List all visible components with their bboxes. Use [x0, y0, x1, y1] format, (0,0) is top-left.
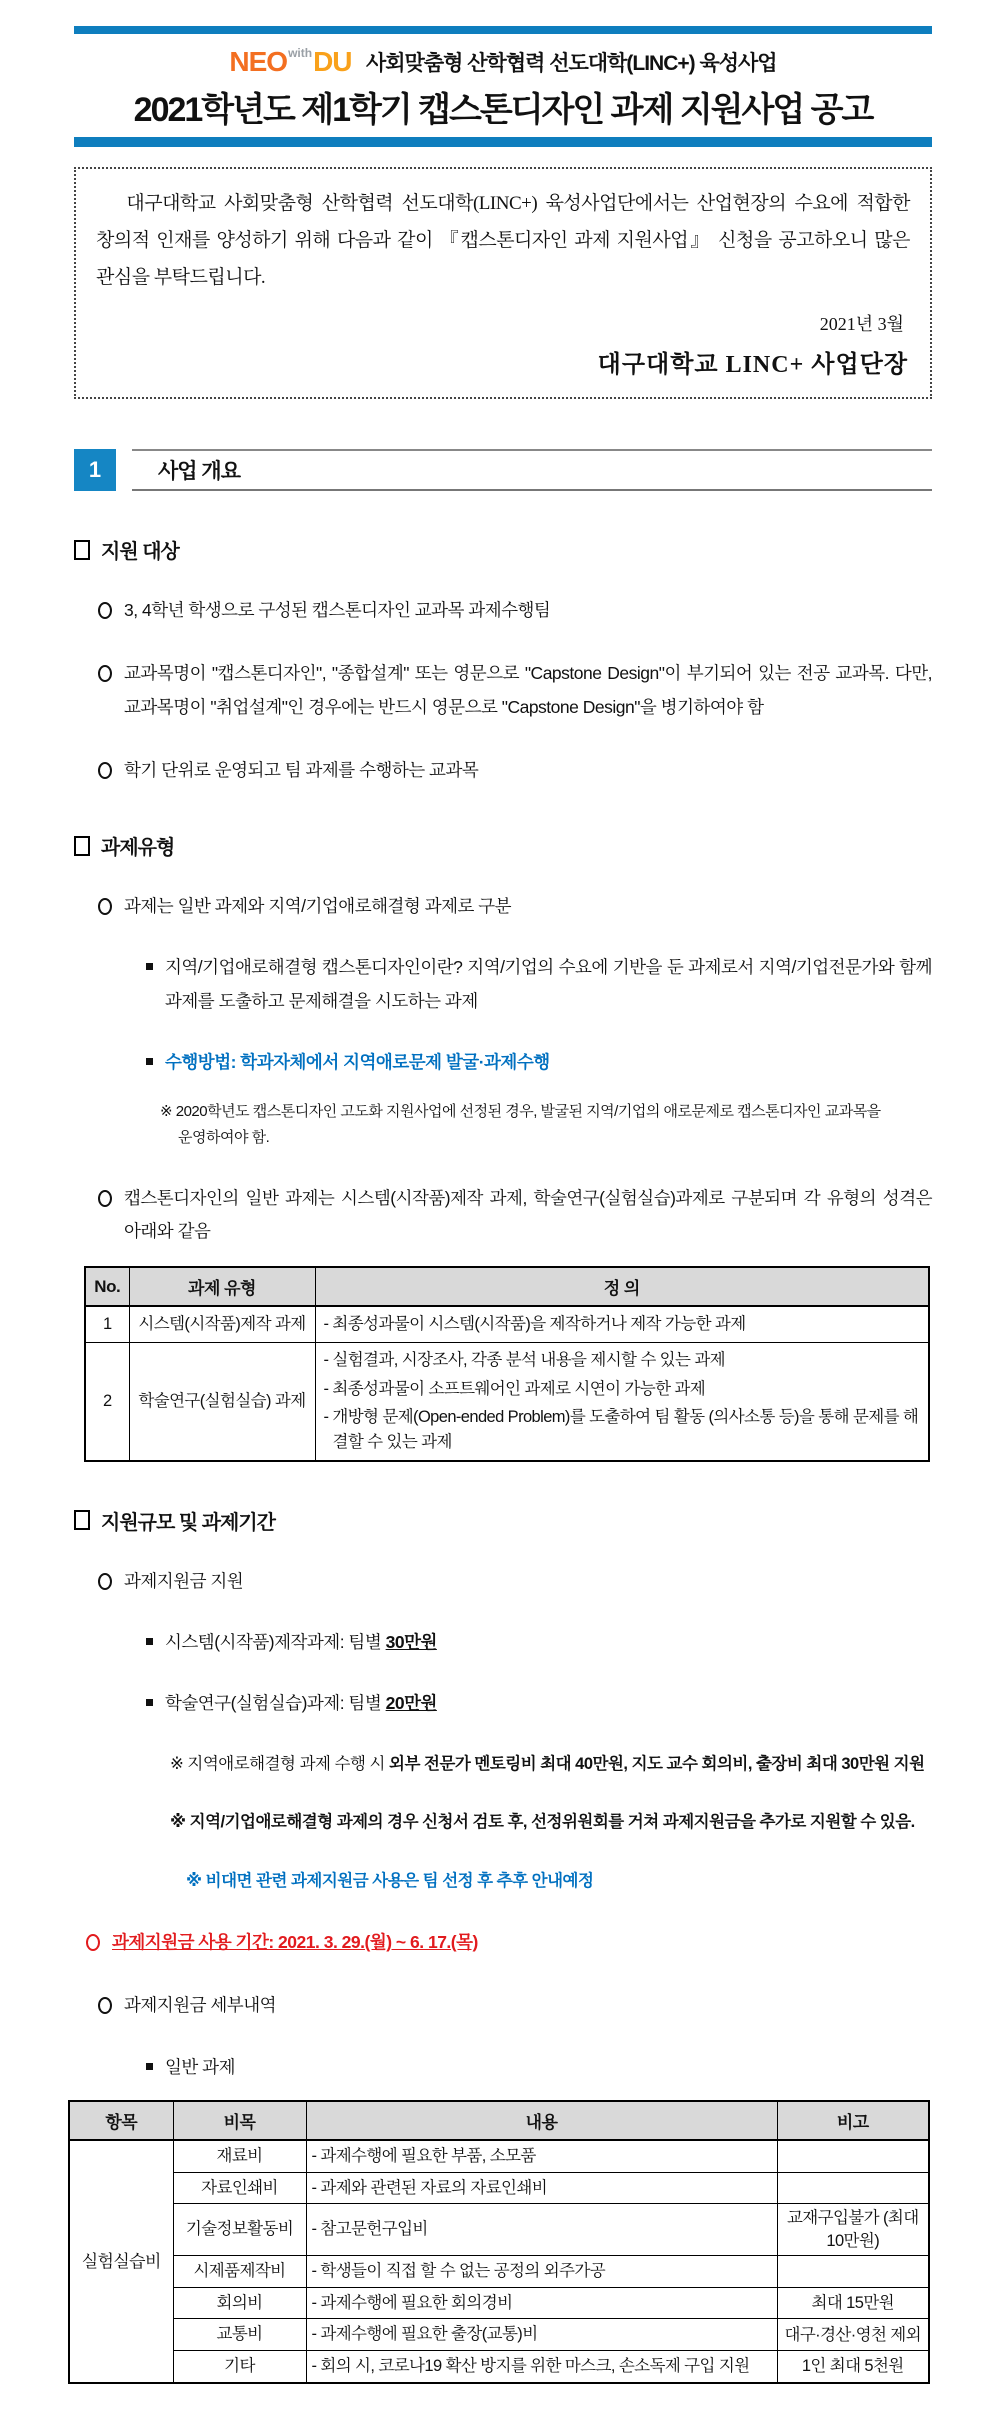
page-title: 2021학년도 제1학기 캡스톤디자인 과제 지원사업 공고: [133, 91, 873, 129]
cell-item: 기술정보활동비: [173, 2204, 306, 2256]
cell-item: 재료비: [173, 2140, 306, 2172]
heading-text: 과제유형: [101, 837, 175, 860]
logo-with-text: with: [288, 46, 313, 60]
section-1-header: [74, 449, 932, 491]
section-title: 사업 개요: [158, 460, 240, 484]
intro-paragraph: 대구대학교 사회맞춤형 산학협력 선도대학(LINC+) 육성사업단에서는 산업현장의 수요에 적합한 창의적 인재를 양성하기 위해 다음과 같이 『캡스톤디자인 과제 지원사업』 신청을 공고하오니 많은 관심을 부탁드립니다.: [96, 193, 910, 289]
circle-bullet-icon: [98, 898, 112, 915]
list-item: [146, 2051, 932, 2084]
note-prefix: ※ 지역애로해결형 과제 수행 시: [170, 1754, 390, 1773]
period-text: 과제지원금 사용 기간: 2021. 3. 29.(월) ~ 6. 17.(목): [112, 1932, 478, 1953]
logo-du-text: DU: [313, 46, 352, 77]
cell-desc: - 과제수행에 필요한 출장(교통)비: [306, 2319, 777, 2351]
list-item: [98, 1182, 932, 1249]
cell-note: 교재구입불가 (최대 10만원): [777, 2204, 929, 2256]
definition-line: - 실험결과, 시장조사, 각종 분석 내용을 제시할 수 있는 과제: [323, 1350, 726, 1369]
cell-category: 실험실습비: [69, 2140, 173, 2383]
small-square-bullet-icon: [146, 1699, 153, 1706]
small-square-bullet-icon: [146, 1058, 153, 1065]
circle-bullet-icon: [86, 1934, 100, 1951]
column-header: No.: [85, 1267, 129, 1306]
cell-note: 1인 최대 5천원: [777, 2351, 929, 2383]
fund-amount: 20만원: [385, 1693, 437, 1714]
note-strong: 외부 전문가 멘토링비 최대 40만원, 지도 교수 회의비, 출장비 최대 30만원 지원: [389, 1754, 925, 1773]
list-item: [146, 1687, 932, 1720]
definition-line: - 개방형 문제(Open-ended Problem)를 도출하여 팀 활동 (의사소통 등)을 통해 문제를 해결할 수 있는 과제: [323, 1408, 919, 1452]
intro-signature: 대구대학교 LINC+ 사업단장: [597, 352, 908, 379]
cell-desc: - 참고문헌구입비: [306, 2204, 777, 2256]
small-square-bullet-icon: [146, 1638, 153, 1645]
list-item: [98, 594, 932, 627]
list-item: [98, 1565, 932, 1598]
small-square-bullet-icon: [146, 2063, 153, 2070]
section-number-badge: 1: [74, 449, 116, 491]
heading-task-types: [74, 831, 932, 860]
list-item: [98, 657, 932, 724]
reference-note: [170, 1749, 932, 1780]
table-header-row: [85, 1267, 929, 1306]
cell-note: [777, 2172, 929, 2204]
circle-bullet-icon: [98, 1573, 112, 1590]
circle-bullet-icon: [98, 762, 112, 779]
definition-line: - 최종성과물이 소프트웨어인 과제로 시연이 가능한 과제: [323, 1379, 706, 1398]
list-item-text: 지역/기업애로해결형 캡스톤디자인이란? 지역/기업의 수요에 기반을 둔 과제로서 지역/기업전문가와 함께 과제를 도출하고 문제해결을 시도하는 과제: [165, 957, 932, 1011]
cell-desc: - 과제와 관련된 자료의 자료인쇄비: [306, 2172, 777, 2204]
list-item-text: 교과목명이 "캡스톤디자인", "종합설계" 또는 영문으로 "Capstone Design"이 부기되어 있는 전공 교과목. 다만, 교과목명이 "취업설계"인 경우에는 반드시 영문으로 "Capstone Design"을 병기하여야 함: [124, 663, 932, 717]
neo-with-du-logo-icon: [229, 46, 351, 78]
list-item: [146, 1626, 932, 1659]
cell-item: 기타: [173, 2351, 306, 2383]
circle-bullet-icon: [98, 1997, 112, 2014]
list-item-text: 3, 4학년 학생으로 구성된 캡스톤디자인 교과목 과제수행팀: [124, 600, 551, 621]
square-bullet-icon: [74, 1510, 90, 1530]
reference-note: ※ 2020학년도 캡스톤디자인 고도화 지원사업에 선정된 경우, 발굴된 지역/기업의 애로문제로 캡스톤디자인 교과목을 운영하여야 함.: [160, 1103, 881, 1147]
table-row: [69, 2351, 929, 2383]
intro-box: [74, 167, 932, 399]
table-row: [69, 2172, 929, 2204]
cell-item: 교통비: [173, 2319, 306, 2351]
fund-item-text: [165, 1687, 437, 1720]
method-text: 수행방법: 학과자체에서 지역애로문제 발굴·과제수행: [165, 1051, 550, 1072]
list-item-text: 일반 과제: [165, 2056, 235, 2077]
column-header: 비목: [173, 2101, 306, 2140]
heading-support-target: [74, 535, 932, 564]
list-item-text: 과제지원금 세부내역: [124, 1995, 277, 2016]
intro-date: 2021년 3월: [819, 314, 904, 335]
list-item-text: 과제는 일반 과제와 지역/기업애로해결형 과제로 구분: [124, 896, 512, 917]
table-header-row: [69, 2101, 929, 2140]
fund-detail-table: [68, 2100, 930, 2384]
circle-bullet-icon: [98, 1190, 112, 1207]
cell-note: 최대 15만원: [777, 2287, 929, 2319]
list-item-text: 과제지원금 지원: [124, 1570, 244, 1591]
cell-item: 자료인쇄비: [173, 2172, 306, 2204]
fund-item-prefix: 시스템(시작품)제작과제: 팀별: [165, 1632, 386, 1653]
table-row: [69, 2319, 929, 2351]
table-row: [69, 2204, 929, 2256]
program-name: 사회맞춤형 산학협력 선도대학(LINC+) 육성사업: [365, 52, 777, 75]
reference-note-blue: ※ 비대면 관련 과제지원금 사용은 팀 선정 후 추후 안내예정: [186, 1871, 594, 1890]
small-square-bullet-icon: [146, 963, 153, 970]
cell-desc: - 과제수행에 필요한 회의경비: [306, 2287, 777, 2319]
section-title-rule: [132, 449, 932, 491]
cell-desc: - 회의 시, 코로나19 확산 방지를 위한 마스크, 손소독제 구입 지원: [306, 2351, 777, 2383]
column-header: 비고: [777, 2101, 929, 2140]
heading-text: 지원 대상: [101, 541, 179, 564]
table-row: [85, 1342, 929, 1461]
cell-type: 시스템(시작품)제작 과제: [129, 1306, 315, 1342]
cell-desc: - 학생들이 직접 할 수 없는 공정의 외주가공: [306, 2255, 777, 2287]
cell-no: 1: [85, 1306, 129, 1342]
definition-line: - 최종성과물이 시스템(시작품)을 제작하거나 제작 가능한 과제: [323, 1315, 746, 1334]
fund-usage-period: [86, 1926, 932, 1959]
fund-item-prefix: 학술연구(실험실습)과제: 팀별: [165, 1693, 386, 1714]
fund-item-text: [165, 1626, 437, 1659]
list-item: [98, 754, 932, 787]
circle-bullet-icon: [98, 602, 112, 619]
list-item-text: 학기 단위로 운영되고 팀 과제를 수행하는 교과목: [124, 759, 479, 780]
fund-amount: 30만원: [385, 1632, 437, 1653]
cell-definition: [315, 1306, 929, 1342]
column-header: 항목: [69, 2101, 173, 2140]
column-header: 정 의: [315, 1267, 929, 1306]
circle-bullet-icon: [98, 665, 112, 682]
list-item-text: 캡스톤디자인의 일반 과제는 시스템(시작품)제작 과제, 학술연구(실험실습)과제로 구분되며 각 유형의 성격은 아래와 같음: [124, 1187, 932, 1241]
cell-no: 2: [85, 1342, 129, 1461]
reference-note: ※ 지역/기업애로해결형 과제의 경우 신청서 검토 후, 선정위원회를 거쳐 과제지원금을 추가로 지원할 수 있음.: [170, 1813, 915, 1832]
list-item: [98, 890, 932, 923]
cell-item: 회의비: [173, 2287, 306, 2319]
list-item: [98, 1989, 932, 2022]
table-row: [69, 2140, 929, 2172]
cell-item: 시제품제작비: [173, 2255, 306, 2287]
column-header: 내용: [306, 2101, 777, 2140]
column-header: 과제 유형: [129, 1267, 315, 1306]
list-item-method: [146, 1046, 932, 1079]
task-type-table: [84, 1266, 930, 1462]
cell-note: 대구·경산·영천 제외: [777, 2319, 929, 2351]
cell-note: [777, 2255, 929, 2287]
square-bullet-icon: [74, 836, 90, 856]
title-divider-bar: [74, 137, 932, 147]
logo-neo-text: NEO: [229, 46, 288, 77]
top-divider-bar: [74, 26, 932, 34]
heading-support-scale: [74, 1506, 932, 1535]
cell-desc: - 과제수행에 필요한 부품, 소모품: [306, 2140, 777, 2172]
table-row: [69, 2255, 929, 2287]
program-header: [74, 46, 932, 78]
table-row: [69, 2287, 929, 2319]
table-row: [85, 1306, 929, 1342]
cell-definition: [315, 1342, 929, 1461]
cell-type: 학술연구(실험실습) 과제: [129, 1342, 315, 1461]
heading-text: 지원규모 및 과제기간: [101, 1511, 275, 1534]
cell-note: [777, 2140, 929, 2172]
list-item: [146, 951, 932, 1018]
square-bullet-icon: [74, 540, 90, 560]
